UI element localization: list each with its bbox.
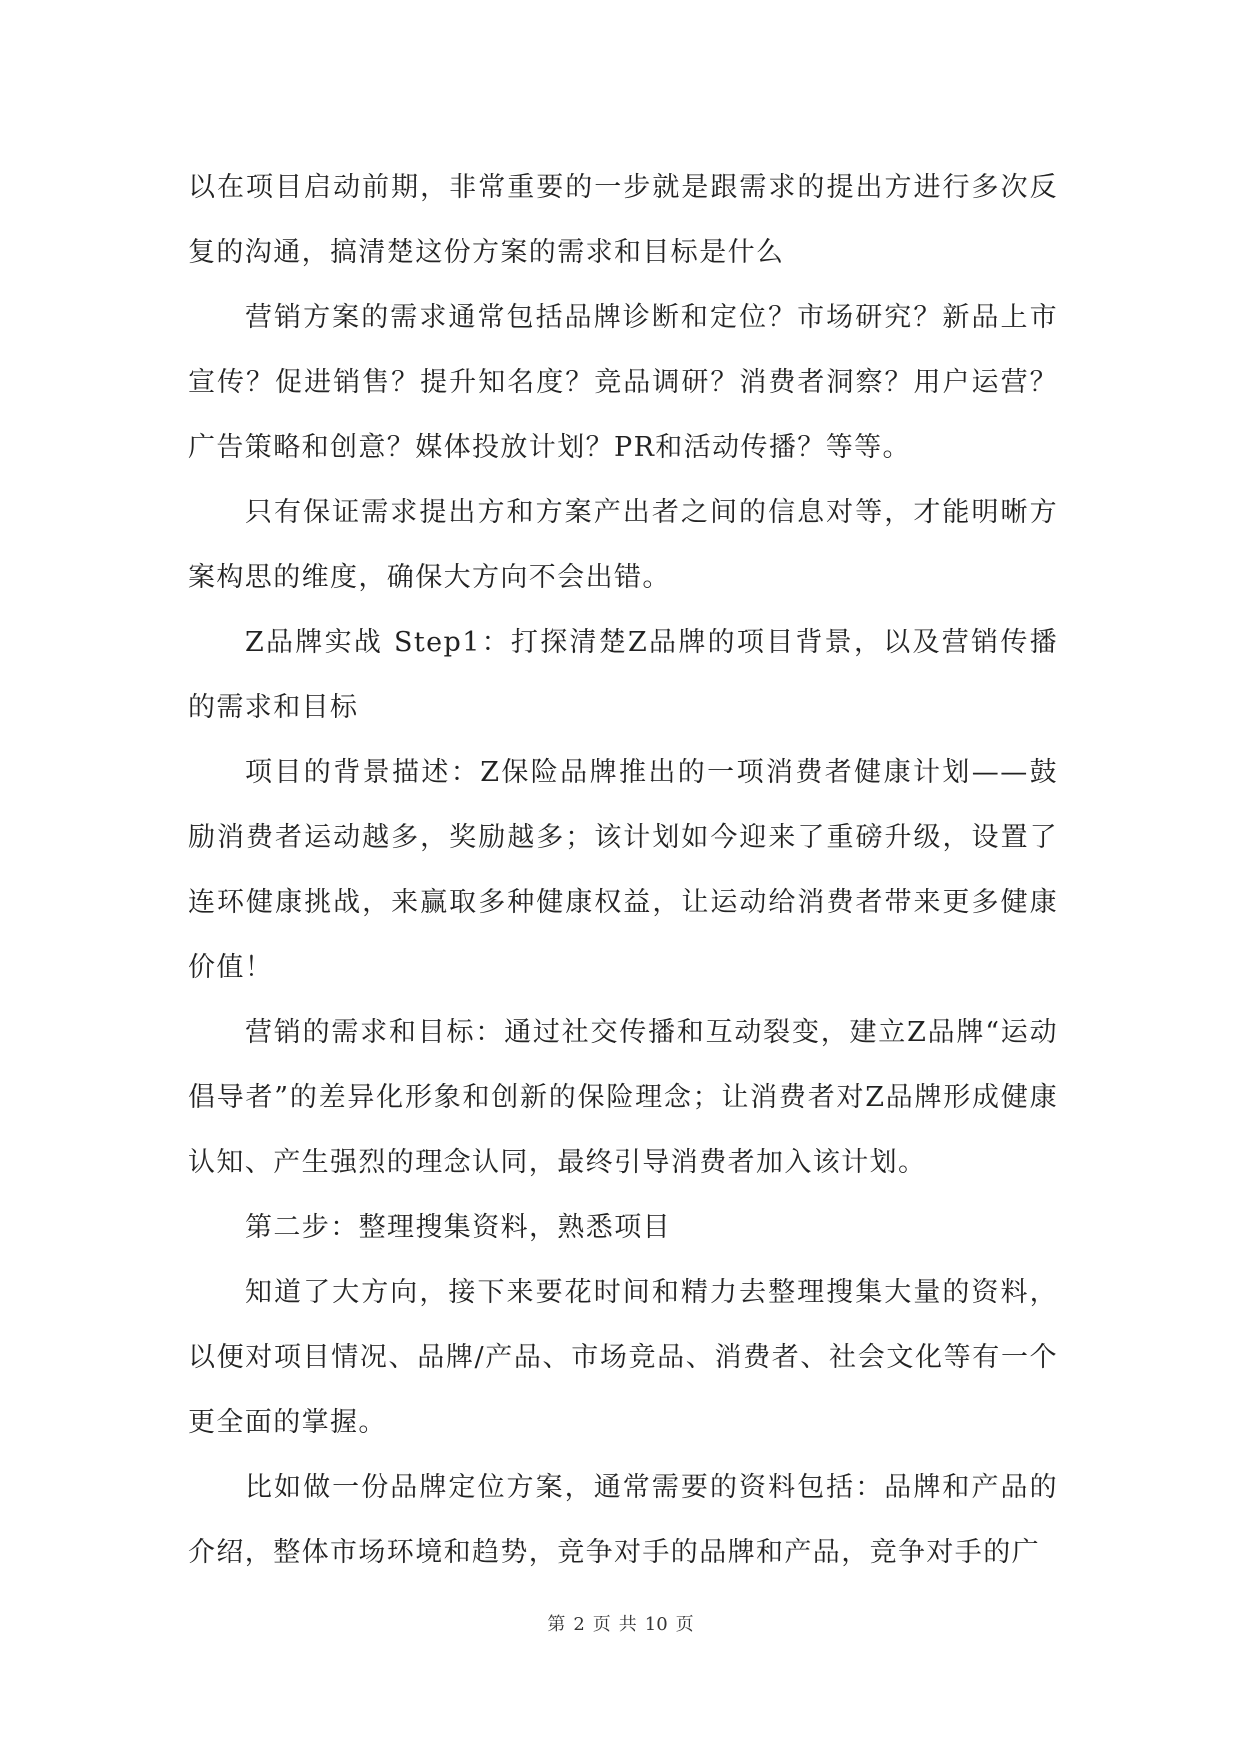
footer-suffix: 页 xyxy=(675,1614,694,1635)
paragraph: 只有保证需求提出方和方案产出者之间的信息对等，才能明晰方案构思的维度，确保大方向不会出错。 xyxy=(188,497,1058,593)
body-text xyxy=(188,155,1058,1585)
current-page-number: 2 xyxy=(573,1614,585,1635)
paragraph: 项目的背景描述：Z保险品牌推出的一项消费者健康计划——鼓励消费者运动越多，奖励越多；该计划如今迎来了重磅升级，设置了连环健康挑战，来赢取多种健康权益，让运动给消费者带来更多健康价值！ xyxy=(188,757,1058,983)
page-footer xyxy=(0,1610,1241,1636)
footer-total-word: 共 xyxy=(618,1614,637,1635)
paragraph: 营销的需求和目标：通过社交传播和互动裂变，建立Z品牌“运动倡导者”的差异化形象和创新的保险理念；让消费者对Z品牌形成健康认知、产生强烈的理念认同，最终引导消费者加入该计划。 xyxy=(188,1017,1058,1178)
section-heading: 第二步：整理搜集资料，熟悉项目 xyxy=(245,1212,671,1243)
footer-page-word: 页 xyxy=(592,1614,611,1635)
total-page-number: 10 xyxy=(644,1614,668,1635)
paragraph: 营销方案的需求通常包括品牌诊断和定位？市场研究？新品上市宣传？促进销售？提升知名度？竞品调研？消费者洞察？用户运营？广告策略和创意？媒体投放计划？PR和活动传播？等等。 xyxy=(188,302,1058,463)
paragraph: 知道了大方向，接下来要花时间和精力去整理搜集大量的资料，以便对项目情况、品牌/产品、市场竞品、消费者、社会文化等有一个更全面的掌握。 xyxy=(188,1277,1058,1438)
paragraph: 比如做一份品牌定位方案，通常需要的资料包括：品牌和产品的介绍，整体市场环境和趋势，竞争对手的品牌和产品，竞争对手的广 xyxy=(188,1472,1058,1568)
paragraph: 以在项目启动前期，非常重要的一步就是跟需求的提出方进行多次反复的沟通，搞清楚这份方案的需求和目标是什么 xyxy=(188,172,1058,268)
paragraph: Z品牌实战 Step1：打探清楚Z品牌的项目背景，以及营销传播的需求和目标 xyxy=(188,627,1058,723)
footer-prefix: 第 xyxy=(547,1614,566,1635)
